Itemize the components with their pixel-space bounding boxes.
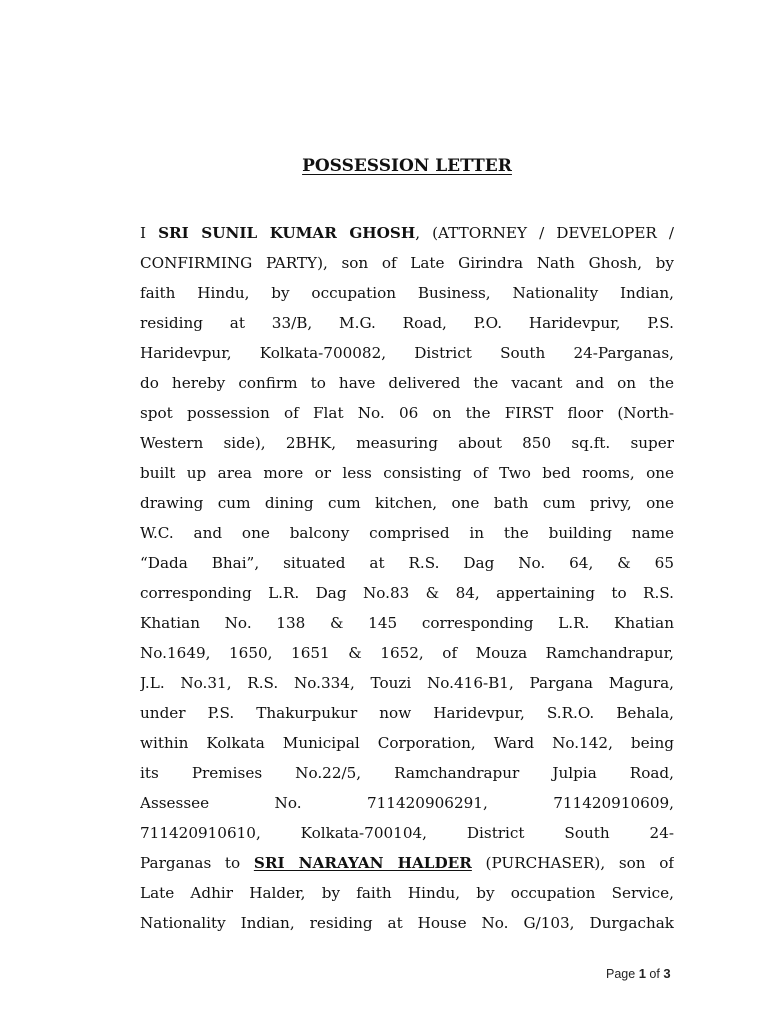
body-text-segment: Parganas to <box>140 854 254 872</box>
body-text-segment: 711420910610, Kolkata-700104, District South 24- <box>140 824 674 842</box>
body-text-segment: within Kolkata Municipal Corporation, Ward No.142, being <box>140 734 674 752</box>
body-line <box>140 518 674 548</box>
body-line <box>140 578 674 608</box>
body-text-segment: W.C. and one balcony comprised in the building name <box>140 524 674 542</box>
body-line <box>140 608 674 638</box>
body-line <box>140 728 674 758</box>
body-line <box>140 848 674 878</box>
body-line <box>140 458 674 488</box>
body-text-segment: “Dada Bhai”, situated at R.S. Dag No. 64, & 65 <box>140 554 674 572</box>
party-name: SRI NARAYAN HALDER <box>253 854 472 872</box>
body-text-segment: , (ATTORNEY / DEVELOPER / <box>415 224 674 242</box>
body-line <box>140 368 674 398</box>
body-text-segment: faith Hindu, by occupation Business, Nationality Indian, <box>140 284 674 302</box>
body-text-segment: drawing cum dining cum kitchen, one bath cum privy, one <box>140 494 674 512</box>
body-text-segment: Western side), 2BHK, measuring about 850 sq.ft. super <box>140 434 674 452</box>
body-text-segment: residing at 33/B, M.G. Road, P.O. Haridevpur, P.S. <box>140 314 674 332</box>
body-text-segment: I <box>140 224 159 242</box>
body-line <box>140 698 674 728</box>
body-line <box>140 488 674 518</box>
body-line <box>140 398 674 428</box>
body-line <box>140 308 674 338</box>
body-line <box>140 908 674 938</box>
body-text-segment: spot possession of Flat No. 06 on the FIRST floor (North- <box>140 404 674 422</box>
body-line <box>140 788 674 818</box>
current-page-number: 1 <box>638 966 646 981</box>
body-line <box>140 638 674 668</box>
body-line <box>140 218 674 248</box>
document-title: POSSESSION LETTER <box>302 156 512 176</box>
body-text-segment: Assessee No. 711420906291, 711420910609, <box>140 794 674 812</box>
body-line <box>140 758 674 788</box>
body-line <box>140 548 674 578</box>
body-line <box>140 818 674 848</box>
total-pages-number: 3 <box>663 966 671 981</box>
body-text-segment: No.1649, 1650, 1651 & 1652, of Mouza Ramchandrapur, <box>140 644 674 662</box>
body-line <box>140 878 674 908</box>
body-line <box>140 428 674 458</box>
body-text-segment: its Premises No.22/5, Ramchandrapur Julpia Road, <box>140 764 674 782</box>
body-line <box>140 248 674 278</box>
page-number-footer <box>606 966 671 981</box>
body-text-segment: built up area more or less consisting of Two bed rooms, one <box>140 464 674 482</box>
body-text-segment: do hereby confirm to have delivered the vacant and on the <box>140 374 674 392</box>
body-text-segment: Haridevpur, Kolkata-700082, District South 24-Parganas, <box>140 344 674 362</box>
of-word: of <box>649 967 660 981</box>
body-line <box>140 278 674 308</box>
party-name: SRI SUNIL KUMAR GHOSH <box>158 224 416 242</box>
body-text-segment: Late Adhir Halder, by faith Hindu, by occupation Service, <box>140 884 674 902</box>
body-text-segment: Khatian No. 138 & 145 corresponding L.R. Khatian <box>140 614 674 632</box>
body-line <box>140 338 674 368</box>
body-text-segment: corresponding L.R. Dag No.83 & 84, appertaining to R.S. <box>140 584 674 602</box>
body-text-segment: J.L. No.31, R.S. No.334, Touzi No.416-B1, Pargana Magura, <box>140 674 674 692</box>
body-text-segment: (PURCHASER), son of <box>471 854 674 872</box>
page-word: Page <box>606 967 636 981</box>
body-text-segment: under P.S. Thakurpukur now Haridevpur, S.R.O. Behala, <box>140 704 674 722</box>
body-text-segment: Nationality Indian, residing at House No. G/103, Durgachak <box>140 914 674 932</box>
body-line <box>140 668 674 698</box>
document-body <box>140 218 674 938</box>
body-text-segment: CONFIRMING PARTY), son of Late Girindra Nath Ghosh, by <box>140 254 674 272</box>
